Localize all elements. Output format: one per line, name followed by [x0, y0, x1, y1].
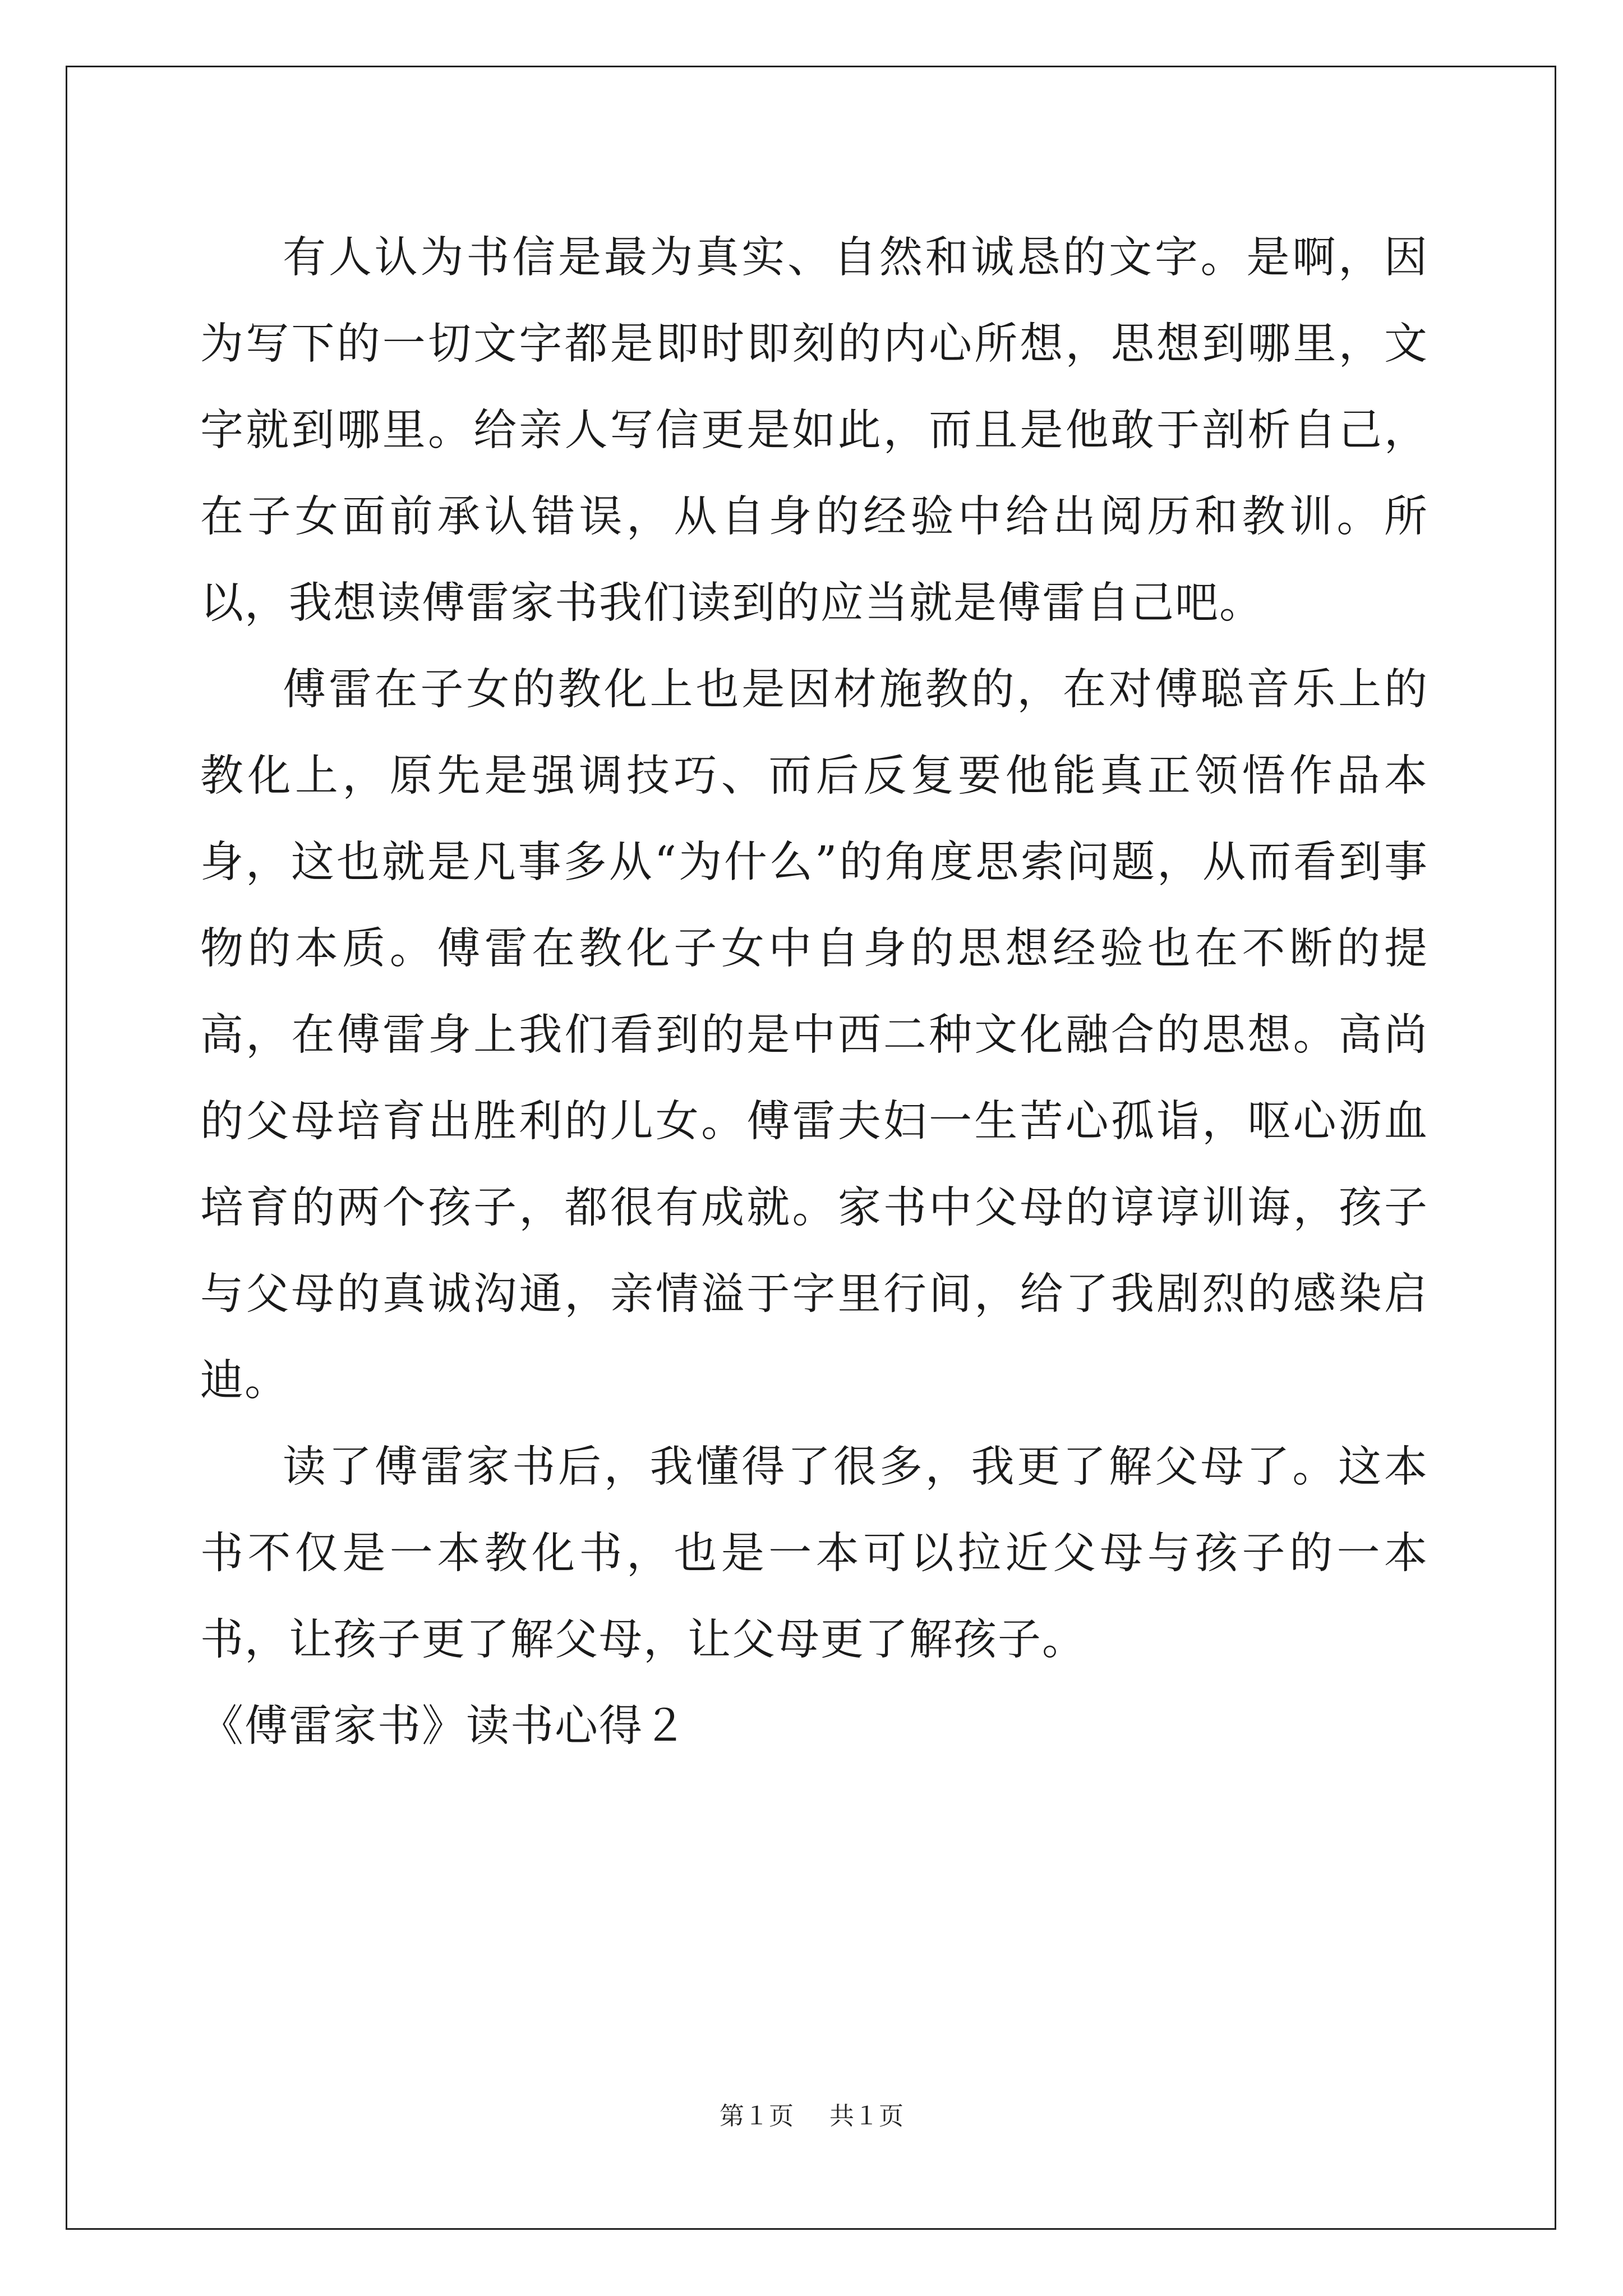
page-number: 第１页	[720, 2102, 794, 2131]
page-total: 共１页	[829, 2102, 903, 2131]
paragraph-3: 读了傅雷家书后，我懂得了很多，我更了解父母了。这本书不仅是一本教化书，也是一本可以拉近父母与孩子的一本书，让孩子更了解父母，让父母更了解孩子。	[200, 1442, 1428, 1665]
section-title: 《傅雷家书》读书心得２	[200, 1701, 688, 1751]
paragraph-1: 有人认为书信是最为真实、自然和诚恳的文字。是啊，因为写下的一切文字都是即时即刻的内心所想，思想到哪里，文字就到哪里。给亲人写信更是如此，而且是他敢于剖析自己，在子女面前承认错误，从自身的经验中给出阅历和教训。所以，我想读傅雷家书我们读到的应当就是傅雷自己吧。	[200, 233, 1428, 628]
paragraph-2: 傅雷在子女的教化上也是因材施教的，在对傅聪音乐上的教化上，原先是强调技巧、而后反复要他能真正领悟作品本身，这也就是凡事多从“为什么”的角度思索问题，从而看到事物的本质。傅雷在教化子女中自身的思想经验也在不断的提高，在傅雷身上我们看到的是中西二种文化融合的思想。高尚的父母培育出胜利的儿女。傅雷夫妇一生苦心孤诣，呕心沥血培育的两个孩子，都很有成就。家书中父母的谆谆训诲，孩子与父母的真诚沟通，亲情溢于字里行间，给了我剧烈的感染启迪。	[200, 665, 1428, 1406]
document-body	[200, 215, 1428, 1770]
page-footer	[0, 2100, 1623, 2133]
